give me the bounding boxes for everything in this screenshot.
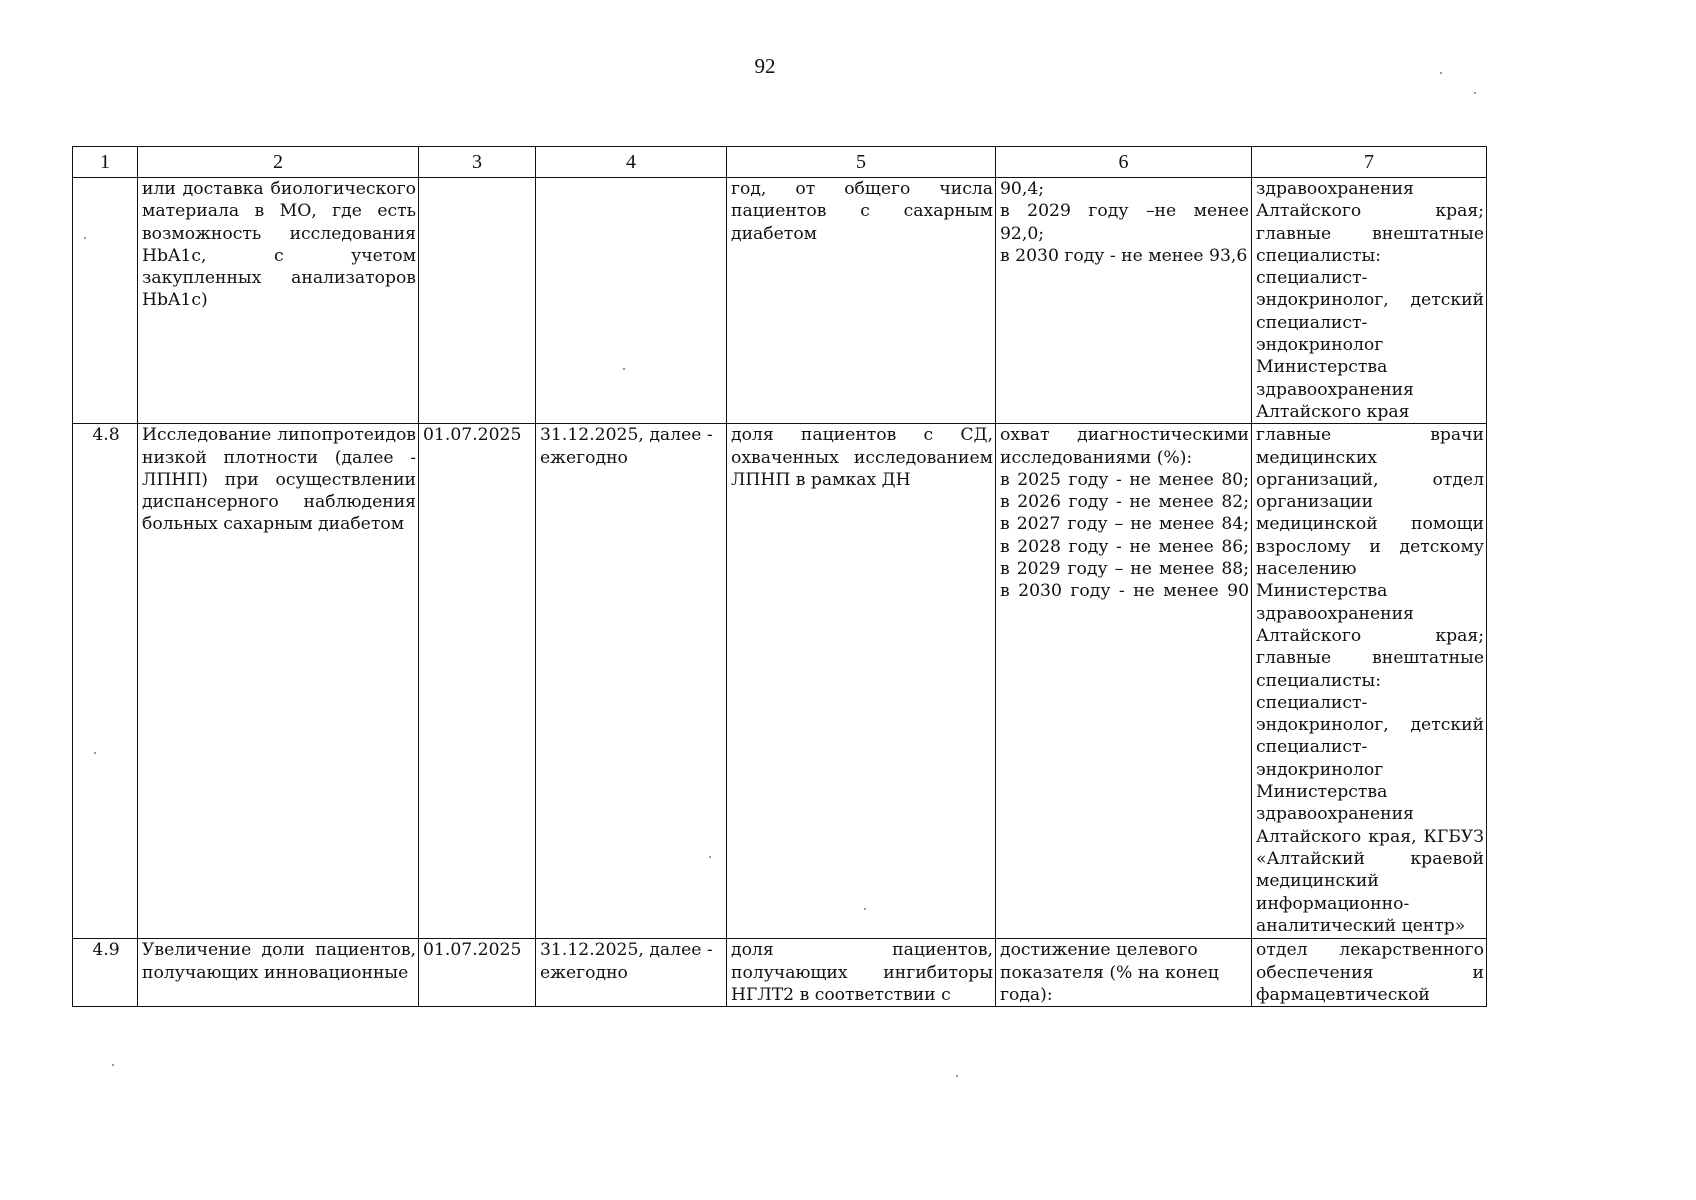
target-line: в 2025 году - не менее 80;: [1000, 469, 1249, 490]
table-row-continuation: [73, 178, 1487, 424]
column-number-6: 6: [996, 147, 1252, 178]
scan-speck: [623, 368, 625, 370]
target-line: в 2026 году - не менее 82;: [1000, 492, 1249, 513]
cell-event-name: Увеличение доли пациентов, получающих инновационные: [138, 939, 419, 1007]
scan-speck: [864, 908, 866, 910]
table-row-4-8: [73, 424, 1487, 939]
column-number-2: 2: [138, 147, 419, 178]
cell-indicator: год, от общего числа пациентов с сахарным диабетом: [727, 178, 996, 424]
column-number-3: 3: [419, 147, 536, 178]
cell-start-date: [419, 178, 536, 424]
cell-end-date: 31.12.2025, далее - ежегодно: [536, 424, 727, 939]
page-number: 92: [754, 54, 776, 78]
scan-speck: [709, 856, 711, 858]
scan-speck: [84, 237, 86, 239]
target-line: в 2030 году - не менее 93,6: [1000, 245, 1248, 266]
column-number-1: 1: [73, 147, 138, 178]
cell-number: [73, 178, 138, 424]
target-line: в 2029 году –не менее 92,0;: [1000, 201, 1249, 244]
scan-speck: [1474, 92, 1476, 94]
column-number-5: 5: [727, 147, 996, 178]
cell-responsible: отдел лекарственного обеспечения и фармацевтической: [1252, 939, 1487, 1007]
target-line: в 2029 году – не менее 88;: [1000, 559, 1249, 580]
table-row-4-9: [73, 939, 1487, 1007]
cell-event-name: или доставка биологического материала в МО, где есть возможность исследования HbA1c, с учетом закупленных анализаторов HbA1c): [138, 178, 419, 424]
scan-speck: [956, 1075, 958, 1077]
cell-number: 4.8: [73, 424, 138, 939]
scan-speck: [94, 752, 96, 754]
cell-target-values: достижение целевого показателя (% на конец года):: [996, 939, 1252, 1007]
scan-speck: [112, 1064, 114, 1066]
column-number-7: 7: [1252, 147, 1487, 178]
cell-end-date: 31.12.2025, далее - ежегодно: [536, 939, 727, 1007]
cell-number: 4.9: [73, 939, 138, 1007]
plan-table: [72, 146, 1487, 1007]
target-intro: охват диагностическими исследованиями (%):: [1000, 425, 1249, 468]
cell-event-name: Исследование липопротеидов низкой плотности (далее - ЛПНП) при осуществлении диспансерного наблюдения больных сахарным диабетом: [138, 424, 419, 939]
target-line: в 2030 году - не менее 90: [1000, 581, 1249, 602]
cell-start-date: 01.07.2025: [419, 424, 536, 939]
cell-target-values: [996, 178, 1252, 424]
target-line: 90,4;: [1000, 179, 1045, 199]
cell-start-date: 01.07.2025: [419, 939, 536, 1007]
cell-responsible: главные врачи медицинских организаций, отдел организации медицинской помощи взрослому и детскому населению Министерства здравоохранения Алтайского края; главные внештатные специалисты: специалист-эндокринолог, детский специалист-эндокринолог Министерства здравоохранения Алтайского края, КГБУЗ «Алтайский краевой медицинский информационно-аналитический центр»: [1252, 424, 1487, 939]
target-line: в 2028 году - не менее 86;: [1000, 536, 1249, 557]
cell-end-date: [536, 178, 727, 424]
cell-target-values: [996, 424, 1252, 939]
column-number-4: 4: [536, 147, 727, 178]
target-line: в 2027 году – не менее 84;: [1000, 514, 1249, 535]
cell-indicator: доля пациентов, получающих ингибиторы НГЛТ2 в соответствии с: [727, 939, 996, 1007]
cell-responsible: здравоохранения Алтайского края; главные внештатные специалисты: специалист-эндокринолог, детский специалист-эндокринолог Министерства здравоохранения Алтайского края: [1252, 178, 1487, 424]
scan-speck: [1440, 72, 1442, 74]
column-number-row: [73, 147, 1487, 178]
cell-indicator: доля пациентов с СД, охваченных исследованием ЛПНП в рамках ДН: [727, 424, 996, 939]
